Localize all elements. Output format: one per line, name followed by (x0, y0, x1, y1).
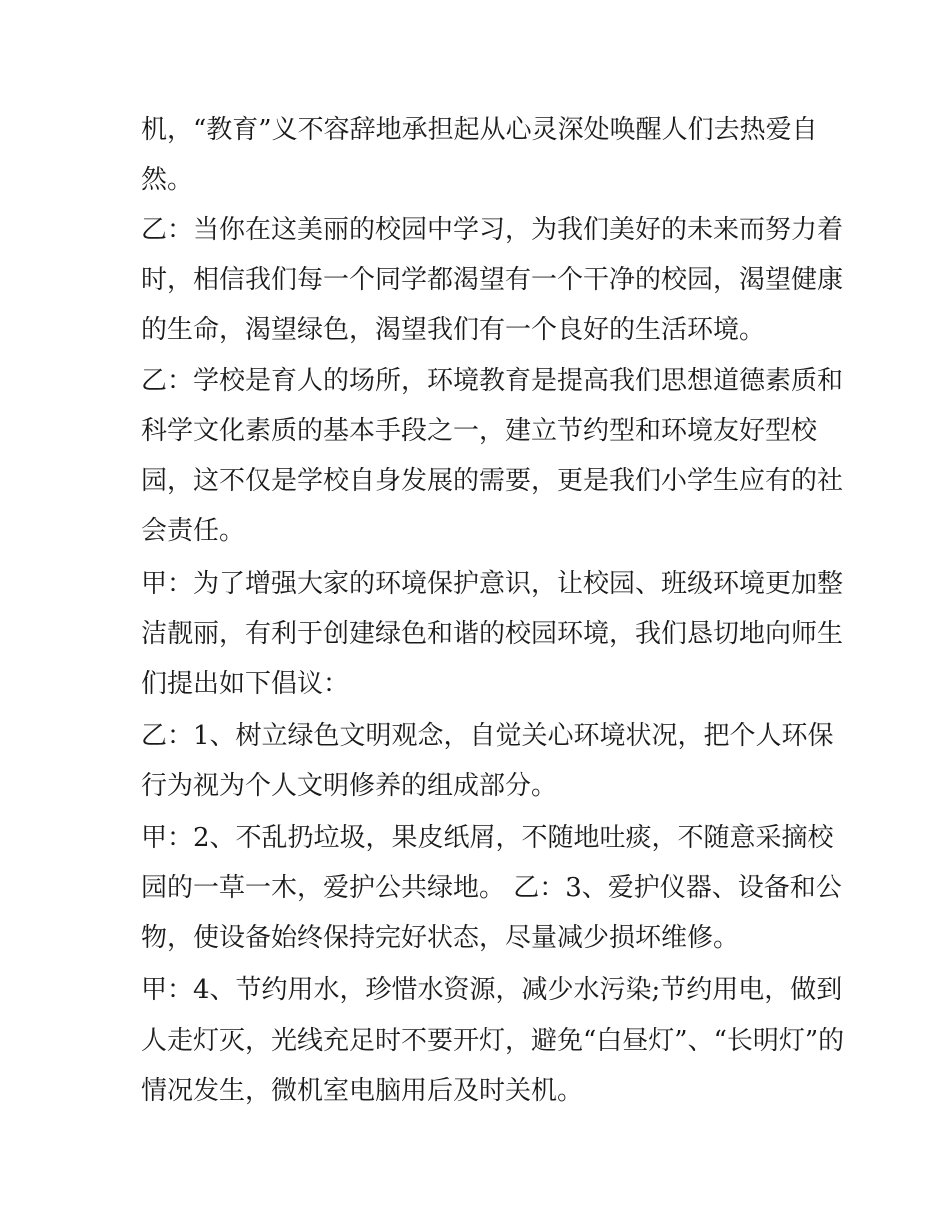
text-line: 物，使设备始终保持完好状态，尽量减少损坏维修。 (141, 923, 740, 953)
text-line: 甲：4、节约用水，珍惜水资源，减少水污染;节约用电，做到 (141, 975, 843, 1005)
text-line: 园的一草一木，爱护公共绿地。 乙：3、爱护仪器、设备和公 (141, 873, 842, 903)
text-line: 甲：2、不乱扔垃圾，果皮纸屑，不随地吐痰，不随意采摘校 (141, 823, 834, 853)
text-line: 会责任。 (141, 516, 246, 546)
text-line: 科学文化素质的基本手段之一，建立节约型和环境友好型校 (141, 416, 818, 446)
text-line: 的生命，渴望绿色，渴望我们有一个良好的生活环境。 (141, 315, 766, 345)
text-line: 行为视为个人文明修养的组成部分。 (141, 771, 558, 801)
text-line: 洁靓丽，有利于创建绿色和谐的校园环境，我们恳切地向师生 (141, 619, 844, 649)
text-line: 机，“教育”义不容辞地承担起从心灵深处唤醒人们去热爱自 (141, 115, 818, 145)
text-line: 人走灯灭，光线充足时不要开灯，避免“白昼灯”、“长明灯”的 (141, 1026, 845, 1056)
text-line: 乙：1、树立绿色文明观念，自觉关心环境状况，把个人环保 (141, 721, 834, 751)
text-line: 甲：为了增强大家的环境保护意识，让校园、班级环境更加整 (141, 569, 844, 599)
text-line: 时，相信我们每一个同学都渴望有一个干净的校园，渴望健康 (141, 265, 844, 295)
text-line: 情况发生，微机室电脑用后及时关机。 (141, 1076, 584, 1106)
text-line: 然。 (141, 165, 194, 195)
text-line: 乙：学校是育人的场所，环境教育是提高我们思想道德素质和 (141, 366, 844, 396)
text-line: 们提出如下倡议： (141, 669, 350, 699)
text-line: 园，这不仅是学校自身发展的需要，更是我们小学生应有的社 (141, 466, 844, 496)
text-line: 乙：当你在这美丽的校园中学习，为我们美好的未来而努力着 (141, 215, 844, 245)
